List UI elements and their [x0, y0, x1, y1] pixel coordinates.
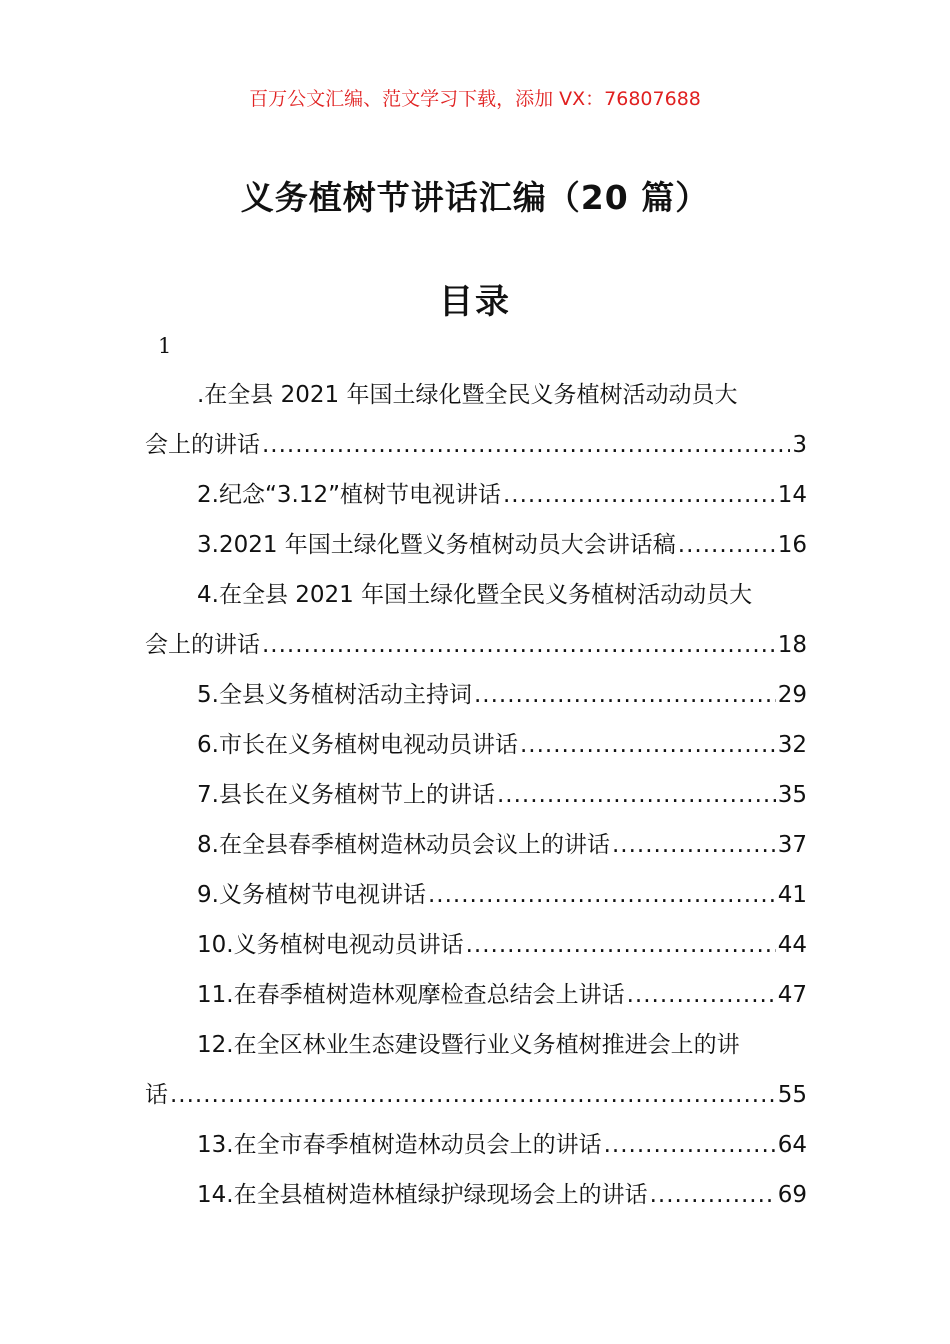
toc-entry-text: .在全县 2021 年国土绿化暨全民义务植树活动动员大: [197, 382, 738, 408]
toc-page-number: 18: [777, 632, 807, 658]
document-title: 义务植树节讲话汇编（20 篇）: [240, 178, 710, 217]
table-of-contents: [145, 370, 807, 1220]
toc-entry-text: 10.义务植树电视动员讲话: [197, 932, 464, 958]
toc-entry-13[interactable]: [145, 1120, 807, 1170]
toc-entry-text: 13.在全市春季植树造林动员会上的讲话: [197, 1132, 602, 1158]
toc-page-number: 64: [777, 1132, 807, 1158]
toc-leader-dots: [474, 670, 776, 720]
page-marker: 1: [158, 334, 172, 358]
toc-entry-10[interactable]: [145, 920, 807, 970]
toc-leader-dots: [497, 770, 776, 820]
toc-entry-text: 5.全县义务植树活动主持词: [197, 682, 472, 708]
toc-leader-dots: [678, 520, 776, 570]
toc-entry-1-line1[interactable]: [145, 370, 807, 420]
toc-page-number: 32: [777, 732, 807, 758]
toc-entry-text: 7.县长在义务植树节上的讲话: [197, 782, 495, 808]
toc-entry-text: 会上的讲话: [145, 432, 260, 458]
toc-page-number: 16: [777, 532, 807, 558]
toc-entry-3[interactable]: [145, 520, 807, 570]
toc-entry-text: 12.在全区林业生态建设暨行业义务植树推进会上的讲: [197, 1032, 740, 1058]
toc-entry-11[interactable]: [145, 970, 807, 1020]
toc-entry-6[interactable]: [145, 720, 807, 770]
toc-leader-dots: [520, 720, 776, 770]
toc-page-number: 37: [777, 832, 807, 858]
toc-entry-2[interactable]: [145, 470, 807, 520]
toc-leader-dots: [170, 1070, 776, 1120]
toc-page-number: 29: [777, 682, 807, 708]
toc-leader-dots: [612, 820, 776, 870]
toc-entry-text: 4.在全县 2021 年国土绿化暨全民义务植树活动动员大: [197, 582, 753, 608]
toc-entry-12-line1[interactable]: [145, 1020, 807, 1070]
toc-leader-dots: [627, 970, 776, 1020]
toc-entry-text: 6.市长在义务植树电视动员讲话: [197, 732, 518, 758]
toc-entry-text: 话: [145, 1082, 168, 1108]
toc-entry-9[interactable]: [145, 870, 807, 920]
toc-entry-8[interactable]: [145, 820, 807, 870]
toc-leader-dots: [604, 1120, 776, 1170]
toc-leader-dots: [466, 920, 776, 970]
toc-entry-text: 3.2021 年国土绿化暨义务植树动员大会讲话稿: [197, 532, 676, 558]
toc-page-number: 69: [777, 1182, 807, 1208]
toc-page-number: 14: [777, 482, 807, 508]
toc-leader-dots: [262, 420, 790, 470]
toc-page-number: 35: [777, 782, 807, 808]
toc-entry-text: 2.纪念“3.12”植树节电视讲话: [197, 482, 501, 508]
toc-entry-5[interactable]: [145, 670, 807, 720]
toc-page-number: 44: [777, 932, 807, 958]
toc-entry-text: 11.在春季植树造林观摩检查总结会上讲话: [197, 982, 625, 1008]
toc-entry-4-line1[interactable]: [145, 570, 807, 620]
toc-entry-7[interactable]: [145, 770, 807, 820]
toc-page-number: 41: [777, 882, 807, 908]
toc-page-number: 3: [792, 432, 807, 458]
toc-page-number: 55: [777, 1082, 807, 1108]
toc-entry-text: 8.在全县春季植树造林动员会议上的讲话: [197, 832, 610, 858]
toc-leader-dots: [262, 620, 776, 670]
toc-entry-text: 14.在全县植树造林植绿护绿现场会上的讲话: [197, 1182, 648, 1208]
toc-leader-dots: [650, 1170, 776, 1220]
toc-leader-dots: [503, 470, 776, 520]
header-note: 百万公文汇编、范文学习下载，添加 VX：76807688: [249, 88, 701, 110]
toc-leader-dots: [428, 870, 776, 920]
toc-entry-14[interactable]: [145, 1170, 807, 1220]
toc-entry-4-line2[interactable]: [145, 620, 807, 670]
toc-title: 目录: [439, 282, 511, 322]
toc-entry-12-line2[interactable]: [145, 1070, 807, 1120]
toc-entry-text: 会上的讲话: [145, 632, 260, 658]
toc-entry-1-line2[interactable]: [145, 420, 807, 470]
toc-entry-text: 9.义务植树节电视讲话: [197, 882, 426, 908]
toc-page-number: 47: [777, 982, 807, 1008]
